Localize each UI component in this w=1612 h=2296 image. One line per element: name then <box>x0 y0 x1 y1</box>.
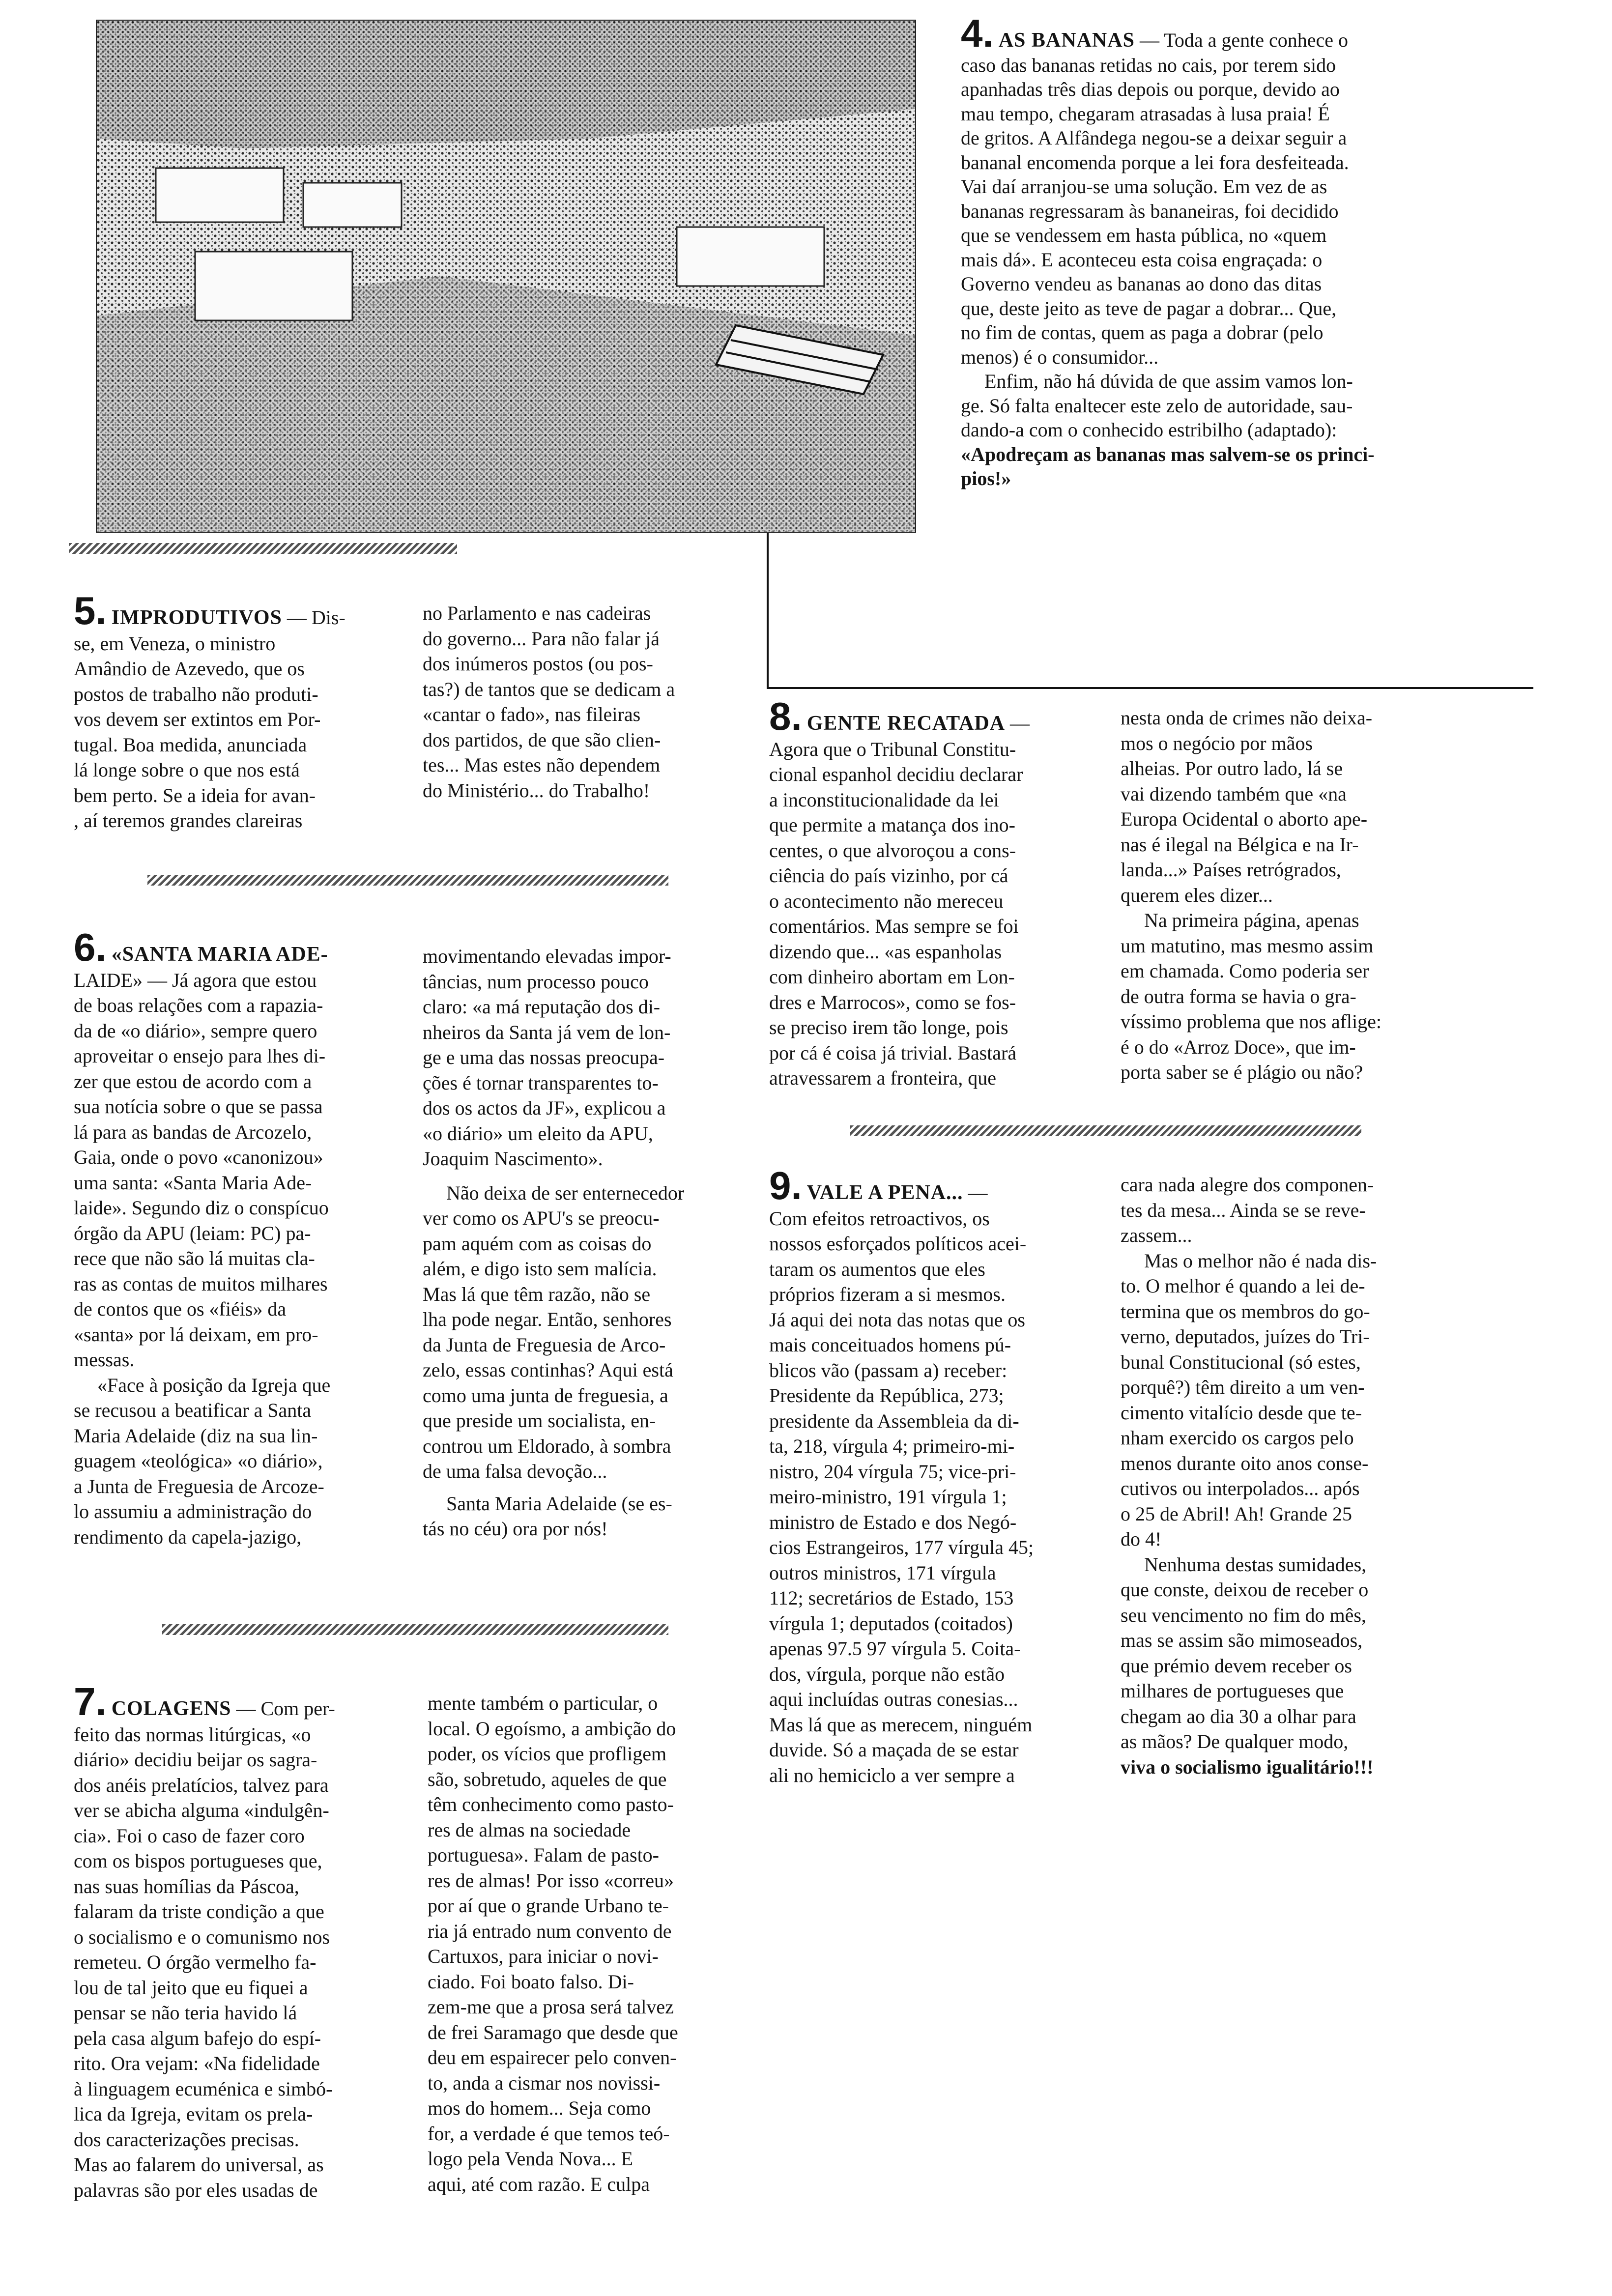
text-line: cional espanhol decidiu declarar <box>769 763 1023 785</box>
text-line: querem eles dizer... <box>1121 884 1273 906</box>
text-line: LAIDE» — Já agora que estou <box>74 969 317 991</box>
text-line: Joaquim Nascimento». <box>423 1148 603 1170</box>
text-line: rece que não são lá muitas cla- <box>74 1247 315 1269</box>
text-line: pela casa algum bafejo do espí- <box>74 2027 321 2049</box>
text-line: Não deixa de ser enternecedor <box>446 1181 685 1204</box>
text-line: ta, 218, vírgula 4; primeiro-mi- <box>769 1435 1015 1457</box>
text-line: «cantar o fado», nas fileiras <box>423 703 641 725</box>
text-line: claro: «a má reputação dos di- <box>423 996 661 1018</box>
text-line: Mas lá que as merecem, ninguém <box>769 1713 1033 1736</box>
text-line: dando-a com o conhecido estribilho (adaptado): <box>961 419 1337 441</box>
text-line: que permite a matança dos ino- <box>769 814 1015 836</box>
section-separator <box>147 875 668 886</box>
text-line: porquê?) têm direito a um ven- <box>1121 1376 1365 1398</box>
text-line: Vai daí arranjou-se uma solução. Em vez de as <box>961 175 1327 198</box>
text-line: bananas regressaram às bananeiras, foi decidido <box>961 200 1339 222</box>
text-line: lá longe sobre o que nos está <box>74 759 300 781</box>
text-line: tugal. Boa medida, anunciada <box>74 733 307 756</box>
section-5-col-1 <box>74 589 388 833</box>
text-line: dizendo que... «as espanholas <box>769 940 1002 963</box>
section-number: 4. <box>961 11 994 55</box>
text-line: outros ministros, 171 vírgula <box>769 1561 996 1584</box>
text-line: se, em Veneza, o ministro <box>74 632 276 655</box>
section-4 <box>961 11 1452 491</box>
text-line: de gritos. A Alfândega negou-se a deixar seguir a <box>961 127 1347 149</box>
text-line: Presidente da República, 273; <box>769 1384 1004 1406</box>
text-line: Governo vendeu as bananas ao dono das ditas <box>961 273 1322 295</box>
section-separator <box>162 1624 668 1635</box>
text-line: tas?) de tantos que se dedicam a <box>423 678 675 700</box>
text-line: o socialismo e o comunismo nos <box>74 1925 330 1948</box>
text-line: as mãos? De qualquer modo, <box>1121 1730 1349 1752</box>
text-line: Maria Adelaide (diz na sua lin- <box>74 1424 318 1447</box>
text-line: tes... Mas estes não dependem <box>423 754 661 776</box>
text-line: lica da Igreja, evitam os prela- <box>74 2103 313 2125</box>
text-line: rendimento da capela-jazigo, <box>74 1525 302 1548</box>
section-number: 5. <box>74 589 107 632</box>
text-line: mos do homem... Seja como <box>428 2097 651 2119</box>
text-line: dos os actos da JF», explicou a <box>423 1097 666 1119</box>
text-line: Agora que o Tribunal Constitu- <box>769 738 1016 760</box>
text-line: rito. Ora vejam: «Na fidelidade <box>74 2052 320 2074</box>
text-line: ras as contas de muitos milhares <box>74 1272 328 1295</box>
text-line: — <box>1010 712 1030 734</box>
section-6-col-2 <box>423 944 737 1542</box>
section-6-col-1 <box>74 925 388 1550</box>
text-line: nham exercido os cargos pelo <box>1121 1427 1354 1449</box>
text-line: sua notícia sobre o que se passa <box>74 1095 323 1118</box>
section-9-col-2 <box>1121 1172 1445 1779</box>
text-line: «Apodreçam as bananas mas salvem-se os princi- <box>961 443 1375 465</box>
text-line: blicos vão (passam a) receber: <box>769 1359 1008 1381</box>
section-heading: IMPRODUTIVOS <box>111 606 282 629</box>
text-line: a Junta de Freguesia de Arcoze- <box>74 1475 324 1497</box>
text-line: postos de trabalho não produti- <box>74 683 318 705</box>
text-line: de outra forma se havia o gra- <box>1121 985 1356 1007</box>
text-line: duvide. Só a maçada de se estar <box>769 1739 1019 1761</box>
section-heading: VALE A PENA... <box>806 1181 963 1204</box>
text-line: ge e uma das nossas preocupa- <box>423 1046 665 1068</box>
text-line: bunal Constitucional (só estes, <box>1121 1350 1361 1373</box>
text-line: Santa Maria Adelaide (se es- <box>446 1492 672 1515</box>
text-line: nheiros da Santa já vem de lon- <box>423 1021 671 1043</box>
text-line: Nenhuma destas sumidades, <box>1144 1553 1367 1576</box>
text-line: caso das bananas retidas no cais, por terem sido <box>961 54 1336 76</box>
text-line: mas se assim são mimoseados, <box>1121 1629 1363 1651</box>
text-line: Mas ao falarem do universal, as <box>74 2153 324 2176</box>
text-line: res de almas! Por isso «correu» <box>428 1869 674 1892</box>
text-line: cara nada alegre dos componen- <box>1121 1174 1374 1196</box>
text-line: mais dá». E aconteceu esta coisa engraçada: o <box>961 248 1323 271</box>
text-line: cia». Foi o caso de fazer coro <box>74 1824 305 1847</box>
text-line: atravessarem a fronteira, que <box>769 1067 996 1089</box>
text-line: de contos que os «fiéis» da <box>74 1298 287 1320</box>
text-line: mente também o particular, o <box>428 1692 658 1714</box>
text-line: «Face à posição da Igreja que <box>97 1374 331 1396</box>
text-line: zassem... <box>1121 1224 1192 1246</box>
photo-image-icon <box>97 21 915 532</box>
text-line: — Com per- <box>236 1697 335 1720</box>
text-line: local. O egoísmo, a ambição do <box>428 1717 676 1740</box>
text-line: — Dis- <box>287 606 345 629</box>
text-line: verno, deputados, juízes do Tri- <box>1121 1325 1370 1348</box>
text-line: portuguesa». Falam de pasto- <box>428 1844 659 1866</box>
text-line: se recusou a beatificar a Santa <box>74 1399 312 1421</box>
text-line: mau tempo, chegaram atrasadas à lusa praia! É <box>961 102 1330 125</box>
text-line: viva o socialismo igualitário!!! <box>1121 1755 1374 1778</box>
section-heading: «SANTA MARIA ADE- <box>111 943 328 966</box>
section-number: 8. <box>769 694 802 738</box>
text-line: dos partidos, de que são clien- <box>423 728 661 751</box>
text-line: Mas o melhor não é nada dis- <box>1144 1249 1377 1272</box>
text-line: bem perto. Se a ideia for avan- <box>74 784 316 806</box>
text-line: to, anda a cismar nos novissi- <box>428 2071 661 2094</box>
text-line: aproveitar o ensejo para lhes di- <box>74 1045 326 1067</box>
text-line: a inconstitucionalidade da lei <box>769 788 999 811</box>
section-7-col-1 <box>74 1680 398 2203</box>
text-line: nas é ilegal na Bélgica e na Ir- <box>1121 833 1359 856</box>
text-line: to. O melhor é quando a lei de- <box>1121 1275 1365 1297</box>
text-line: que preside um socialista, en- <box>423 1409 656 1432</box>
text-line: como uma junta de freguesia, a <box>423 1384 668 1406</box>
text-line: o 25 de Abril! Ah! Grande 25 <box>1121 1502 1353 1525</box>
section-heading: GENTE RECATADA <box>806 712 1006 735</box>
text-line: por cá é coisa já trivial. Bastará <box>769 1041 1017 1064</box>
text-line: cutivos ou interpolados... após <box>1121 1477 1360 1499</box>
text-line: — Toda a gente conhece o <box>1139 29 1348 51</box>
text-line: ciado. Foi boato falso. Di- <box>428 1970 634 1993</box>
text-line: nistro, 204 vírgula 75; vice-pri- <box>769 1460 1016 1483</box>
text-line: Na primeira página, apenas <box>1144 909 1359 931</box>
text-line: de uma falsa devoção... <box>423 1460 607 1482</box>
frame-rule-left <box>767 533 769 688</box>
section-heading: AS BANANAS <box>998 29 1135 52</box>
text-line: aqui, até com razão. E culpa <box>428 2173 650 2195</box>
section-number: 7. <box>74 1680 107 1723</box>
text-line: dos caracterizações precisas. <box>74 2128 299 2151</box>
text-line: cios Estrangeiros, 177 vírgula 45; <box>769 1536 1034 1558</box>
text-line: se preciso irem tão longe, pois <box>769 1016 1008 1038</box>
text-line: tes da mesa... Ainda se se reve- <box>1121 1199 1366 1221</box>
section-heading: COLAGENS <box>111 1697 231 1720</box>
text-line: víssimo problema que nos aflige: <box>1121 1010 1382 1033</box>
text-line: , aí teremos grandes clareiras <box>74 809 303 832</box>
section-5-col-2 <box>423 601 737 803</box>
text-line: centes, o que alvoroçou a cons- <box>769 839 1016 861</box>
text-line: ver como os APU's se preocu- <box>423 1207 660 1229</box>
text-line: Mas lá que têm razão, não se <box>423 1283 651 1305</box>
text-line: seu vencimento no fim do mês, <box>1121 1604 1366 1626</box>
text-line: comentários. Mas sempre se foi <box>769 915 1019 937</box>
text-line: Gaia, onde o povo «canonizou» <box>74 1146 323 1168</box>
text-line: Enfim, não há dúvida de que assim vamos lon- <box>984 370 1353 392</box>
text-line: mais conceituados homens pú- <box>769 1334 1011 1356</box>
text-line: ministro de Estado e dos Negó- <box>769 1511 1017 1533</box>
section-8-col-1 <box>769 694 1108 1091</box>
text-line: apenas 97.5 97 vírgula 5. Coita- <box>769 1637 1021 1660</box>
text-line: presidente da Assembleia da di- <box>769 1409 1019 1432</box>
text-line: do Ministério... do Trabalho! <box>423 779 650 802</box>
text-line: poder, os vícios que profligem <box>428 1743 667 1765</box>
section-number: 6. <box>74 925 107 969</box>
text-line: «o diário» um eleito da APU, <box>423 1122 653 1145</box>
text-line: menos durante oito anos conse- <box>1121 1452 1369 1474</box>
text-line: movimentando elevadas impor- <box>423 945 671 967</box>
text-line: feito das normas litúrgicas, «o <box>74 1723 311 1746</box>
frame-rule-bottom <box>767 687 1533 689</box>
text-line: do 4! <box>1121 1528 1162 1550</box>
text-line: com dinheiro abortam em Lon- <box>769 966 1015 988</box>
text-line: vai dizendo também que «na <box>1121 782 1347 805</box>
text-line: meiro-ministro, 191 vírgula 1; <box>769 1486 1007 1508</box>
section-separator <box>850 1125 1361 1136</box>
text-line: — <box>968 1181 988 1204</box>
text-line: do governo... Para não falar já <box>423 627 660 650</box>
text-line: por aí que o grande Urbano te- <box>428 1894 669 1917</box>
text-line: apanhadas três dias depois ou porque, devido ao <box>961 78 1340 100</box>
text-line: dos inúmeros postos (ou pos- <box>423 653 653 675</box>
text-line: messas. <box>74 1349 135 1371</box>
text-line: termina que os membros do go- <box>1121 1300 1370 1322</box>
section-7-col-2 <box>428 1691 752 2197</box>
text-line: que conste, deixou de receber o <box>1121 1578 1369 1601</box>
text-line: de boas relações com a rapazia- <box>74 994 323 1016</box>
text-line: zelo, essas continhas? Aqui está <box>423 1359 673 1381</box>
text-line: no Parlamento e nas cadeiras <box>423 602 651 624</box>
text-line: controu um Eldorado, à sombra <box>423 1435 671 1457</box>
text-line: uma santa: «Santa Maria Ade- <box>74 1171 312 1194</box>
text-line: mos o negócio por mãos <box>1121 732 1313 754</box>
text-line: lou de tal jeito que eu fiquei a <box>74 1976 308 1999</box>
text-line: de frei Saramago que desde que <box>428 2021 678 2043</box>
text-line: pensar se não teria havido lá <box>74 2002 297 2024</box>
text-line: milhares de portugueses que <box>1121 1680 1344 1702</box>
text-line: além, e digo isto sem malícia. <box>423 1258 657 1280</box>
text-line: for, a verdade é que temos teó- <box>428 2122 670 2145</box>
text-line: tâncias, num processo pouco <box>423 970 649 993</box>
text-line: porta saber se é plágio ou não? <box>1121 1061 1363 1083</box>
text-line: Amândio de Azevedo, que os <box>74 658 305 680</box>
text-line: em chamada. Como poderia ser <box>1121 960 1369 982</box>
text-line: taram os aumentos que eles <box>769 1258 985 1280</box>
text-line: vos devem ser extintos em Por- <box>74 708 321 730</box>
text-line: Europa Ocidental o aborto ape- <box>1121 808 1368 830</box>
text-line: o acontecimento não mereceu <box>769 890 1004 912</box>
text-line: alheias. Por outro lado, lá se <box>1121 757 1343 779</box>
text-line: ver se abicha alguma «indulgên- <box>74 1799 329 1821</box>
text-line: laide». Segundo diz o conspícuo <box>74 1197 329 1219</box>
text-line: pam aquém com as coisas do <box>423 1232 652 1255</box>
text-line: que, deste jeito as teve de pagar a dobrar... Que, <box>961 297 1337 319</box>
text-line: cimento vitalício desde que te- <box>1121 1401 1362 1424</box>
text-line: pios!» <box>961 467 1011 489</box>
section-separator <box>69 543 457 554</box>
text-line: res de almas na sociedade <box>428 1818 631 1841</box>
text-line: aqui incluídas outras conesias... <box>769 1688 1018 1710</box>
text-line: que prémio devem receber os <box>1121 1654 1352 1677</box>
text-line: com os bispos portugueses que, <box>74 1850 322 1872</box>
text-line: Com efeitos retroactivos, os <box>769 1207 990 1230</box>
text-line: lá para as bandas de Arcozelo, <box>74 1120 312 1143</box>
section-number: 9. <box>769 1164 802 1207</box>
text-line: um matutino, mas mesmo assim <box>1121 934 1374 957</box>
text-line: é o do «Arroz Doce», que im- <box>1121 1035 1356 1058</box>
section-9-col-1 <box>769 1164 1098 1788</box>
text-line: que se vendessem em hasta pública, no «quem <box>961 224 1327 246</box>
text-line: à linguagem ecuménica e simbó- <box>74 2077 333 2100</box>
text-line: Cartuxos, para iniciar o novi- <box>428 1945 659 1967</box>
text-line: dres e Marrocos», como se fos- <box>769 991 1016 1013</box>
text-line: falaram da triste condição a que <box>74 1900 324 1923</box>
text-line: dos, vírgula, porque não estão <box>769 1663 1005 1685</box>
text-line: nesta onda de crimes não deixa- <box>1121 707 1373 729</box>
text-line: da Junta de Freguesia de Arco- <box>423 1333 666 1356</box>
text-line: lo assumiu a administração do <box>74 1500 312 1522</box>
text-line: são, sobretudo, aqueles de que <box>428 1768 667 1790</box>
text-line: nas suas homílias da Páscoa, <box>74 1875 299 1897</box>
text-line: tás no céu) ora por nós! <box>423 1518 608 1540</box>
text-line: 112; secretários de Estado, 153 <box>769 1587 1014 1609</box>
text-line: ciência do país vizinho, por cá <box>769 864 1008 887</box>
section-8-col-2 <box>1121 705 1445 1085</box>
text-line: Já aqui dei nota das notas que os <box>769 1308 1025 1331</box>
text-line: palavras são por eles usadas de <box>74 2179 318 2201</box>
text-line: guagem «teológica» «o diário», <box>74 1450 323 1472</box>
text-line: zem-me que a prosa será talvez <box>428 1996 674 2018</box>
text-line: da de «o diário», sempre quero <box>74 1019 317 1042</box>
text-line: «santa» por lá deixam, em pro- <box>74 1323 318 1346</box>
text-line: logo pela Venda Nova... E <box>428 2148 633 2170</box>
text-line: menos) é o consumidor... <box>961 345 1159 368</box>
text-line: landa...» Países retrógrados, <box>1121 859 1341 881</box>
text-line: vírgula 1; deputados (coitados) <box>769 1612 1013 1635</box>
text-line: ge. Só falta enaltecer este zelo de autoridade, sau- <box>961 394 1353 417</box>
text-line: dos anéis prelatícios, talvez para <box>74 1774 329 1796</box>
text-line: chegam ao dia 30 a olhar para <box>1121 1705 1356 1727</box>
text-line: no fim de contas, quem as paga a dobrar (pelo <box>961 321 1324 344</box>
text-line: próprios fizeram a si mesmos. <box>769 1283 1006 1305</box>
text-line: zer que estou de acordo com a <box>74 1070 312 1092</box>
text-line: deu em espairecer pelo conven- <box>428 2046 677 2068</box>
banana-docks-photo <box>96 20 916 533</box>
text-line: órgão da APU (leiam: PC) pa- <box>74 1222 311 1244</box>
text-line: ria já entrado num convento de <box>428 1920 672 1942</box>
text-line: ções é tornar transparentes to- <box>423 1071 659 1094</box>
text-line: remeteu. O órgão vermelho fa- <box>74 1951 317 1973</box>
text-line: têm conhecimento como pasto- <box>428 1793 674 1815</box>
text-line: nossos esforçados políticos acei- <box>769 1233 1027 1255</box>
text-line: bananal encomenda porque a lei fora desfeiteada. <box>961 151 1349 173</box>
text-line: ali no hemiciclo a ver sempre a <box>769 1764 1015 1786</box>
text-line: lha pode negar. Então, senhores <box>423 1308 672 1330</box>
text-line: diário» decidiu beijar os sagra- <box>74 1749 317 1771</box>
